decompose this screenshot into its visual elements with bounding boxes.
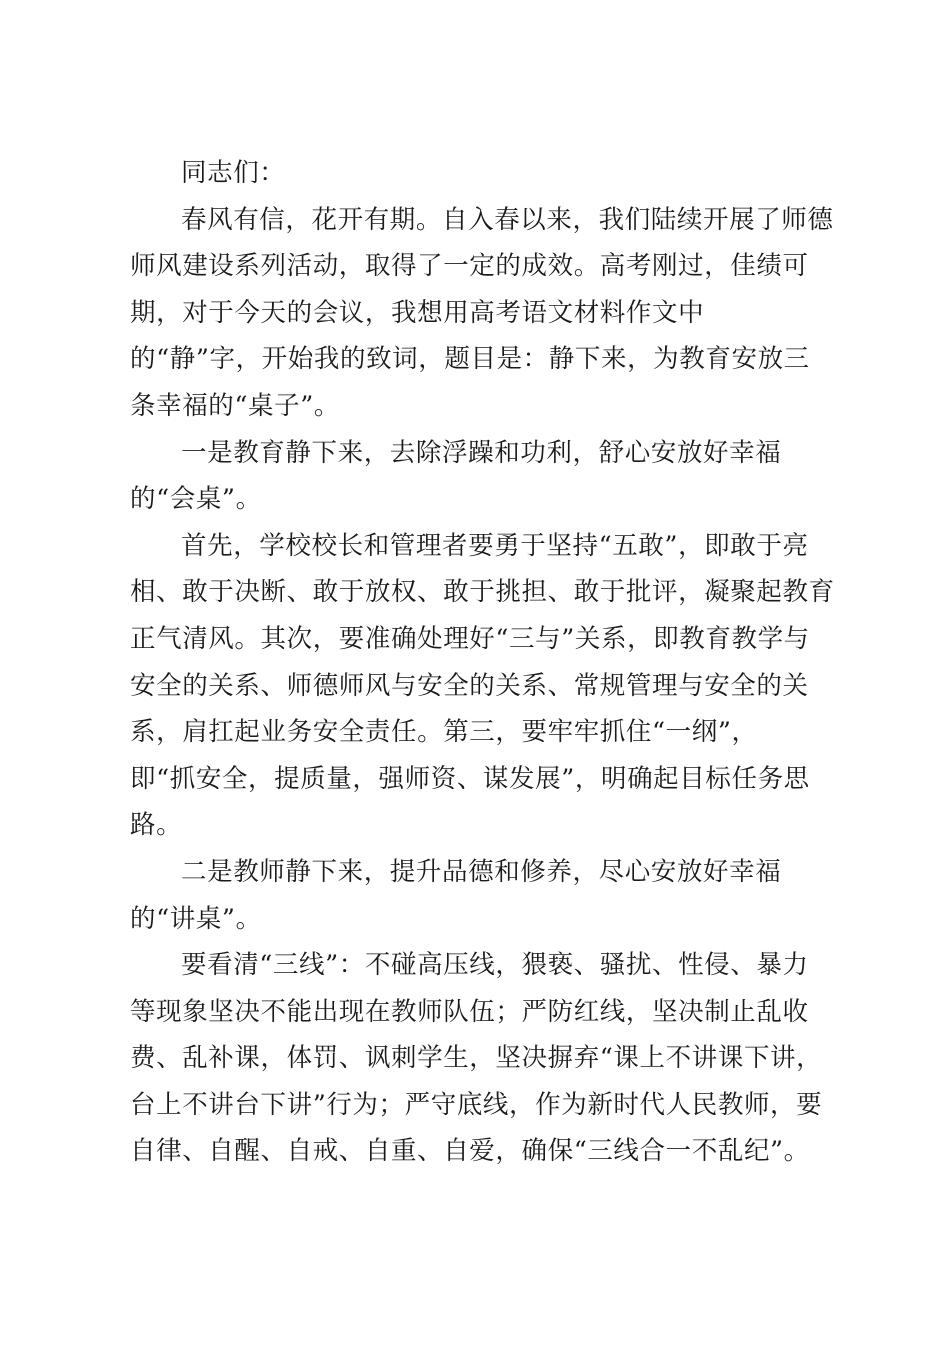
document-body — [130, 150, 835, 1175]
text-line: 一是教育静下来，去除浮躁和功利，舒心安放好幸福 — [181, 437, 782, 468]
text-line: 条幸福的“桌子”。 — [130, 390, 340, 421]
text-line: 同志们： — [181, 158, 286, 188]
text-line: 相、敢于决断、敢于放权、敢于挑担、敢于批评，凝聚起教育 — [130, 577, 835, 608]
text-line: 安全的关系、师德师风与安全的关系、常规管理与安全的关 — [130, 670, 809, 701]
text-line: 系，肩扛起业务安全责任。第三，要牢牢抓住“一纲”， — [130, 717, 758, 748]
text-line: 的“讲桌”。 — [130, 903, 262, 934]
text-line: 台上不讲台下讲”行为；严守底线，作为新时代人民教师，要 — [130, 1089, 823, 1120]
text-line: 要看清“三线”：不碰高压线，猥亵、骚扰、性侵、暴力 — [181, 950, 809, 981]
text-line: 费、乱补课，体罚、讽刺学生，坚决摒弃“课上不讲课下讲， — [130, 1043, 823, 1074]
text-line: 自律、自醒、自戒、自重、自爱，确保“三线合一不乱纪”。 — [130, 1136, 810, 1167]
text-line: 期，对于今天的会议，我想用高考语文材料作文中 — [130, 297, 705, 328]
text-line: 的“静”字，开始我的致词，题目是：静下来，为教育安放三 — [130, 344, 810, 375]
text-line: 师风建设系列活动，取得了一定的成效。高考刚过，佳绩可 — [130, 251, 809, 282]
text-line: 正气清风。其次，要准确处理好“三与”关系，即教育教学与 — [130, 623, 810, 654]
text-line: 路。 — [130, 810, 183, 841]
text-line: 二是教师静下来，提升品德和修养，尽心安放好幸福 — [181, 856, 782, 887]
text-line: 等现象坚决不能出现在教师队伍；严防红线，坚决制止乱收 — [130, 996, 809, 1027]
text-line: 首先，学校校长和管理者要勇于坚持“五敢”，即敢于亮 — [181, 530, 809, 561]
text-line: 即“抓安全，提质量，强师资、谋发展”，明确起目标任务思 — [130, 763, 810, 794]
text-line: 的“会桌”。 — [130, 484, 262, 515]
text-line: 春风有信，花开有期。自入春以来，我们陆续开展了师德 — [181, 204, 834, 235]
